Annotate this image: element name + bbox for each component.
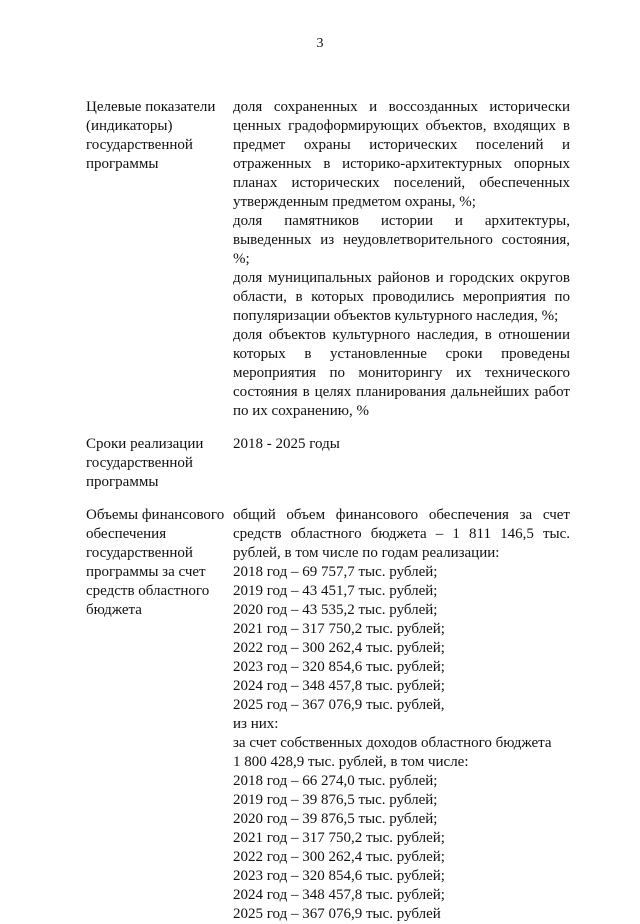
funding-label: Объемы финансового обеспечения государственной программы за счет средств областного бюджета: [86, 507, 225, 618]
funding-own-intro: за счет собственных доходов областного бюджета: [233, 735, 552, 751]
funding-year-own: 2020 год – 39 876,5 тыс. рублей;: [233, 811, 438, 827]
period-label: Сроки реализации государственной программы: [86, 436, 204, 490]
indicator-item: доля памятников истории и архитектуры, выведенных из неудовлетворительного состояния, %;: [233, 213, 570, 267]
funding-year-own: 2019 год – 39 876,5 тыс. рублей;: [233, 792, 438, 808]
period-text: 2018 - 2025 годы: [233, 436, 340, 452]
funding-year-own: 2018 год – 66 274,0 тыс. рублей;: [233, 773, 438, 789]
funding-year-total: 2018 год – 69 757,7 тыс. рублей;: [233, 564, 438, 580]
indicator-item: доля сохраненных и воссозданных исторически ценных градоформирующих объектов, входящих в предмет охраны исторических поселений и отраженных в историко-архитектурных опорных планах исторических поселений, обеспеченных утвержденным предметом охраны, %;: [233, 99, 570, 210]
funding-of-which: из них:: [233, 716, 279, 732]
indicators-label: Целевые показатели (индикаторы) государственной программы: [86, 99, 216, 172]
funding-year-own: 2024 год – 348 457,8 тыс. рублей;: [233, 887, 445, 903]
funding-year-own: 2021 год – 317 750,2 тыс. рублей;: [233, 830, 445, 846]
funding-row: [86, 506, 570, 924]
page-number: 3: [316, 36, 324, 51]
funding-year-total: 2021 год – 317 750,2 тыс. рублей;: [233, 621, 445, 637]
indicator-item: доля объектов культурного наследия, в отношении которых в установленные сроки проведены мероприятия по мониторингу их технического состояния в целях планирования дальнейших работ по их сохранению, %: [233, 327, 570, 419]
funding-year-total: 2024 год – 348 457,8 тыс. рублей;: [233, 678, 445, 694]
funding-year-total: 2020 год – 43 535,2 тыс. рублей;: [233, 602, 438, 618]
program-passport-table: [86, 98, 570, 924]
indicators-value: [233, 98, 570, 421]
period-row: [86, 435, 570, 492]
funding-intro: общий объем финансового обеспечения за счет средств областного бюджета – 1 811 146,5 тыс. рублей, в том числе по годам реализации:: [233, 507, 570, 561]
funding-year-total: 2019 год – 43 451,7 тыс. рублей;: [233, 583, 438, 599]
funding-year-total: 2023 год – 320 854,6 тыс. рублей;: [233, 659, 445, 675]
funding-year-own: 2025 год – 367 076,9 тыс. рублей: [233, 906, 441, 922]
indicator-item: доля муниципальных районов и городских округов области, в которых проводились мероприятия по популяризации объектов культурного наследия, %;: [233, 270, 570, 324]
funding-year-own: 2022 год – 300 262,4 тыс. рублей;: [233, 849, 445, 865]
indicators-row: [86, 98, 570, 421]
funding-own-total: 1 800 428,9 тыс. рублей, в том числе:: [233, 754, 469, 770]
funding-year-total: 2022 год – 300 262,4 тыс. рублей;: [233, 640, 445, 656]
funding-year-own: 2023 год – 320 854,6 тыс. рублей;: [233, 868, 445, 884]
period-value: [233, 435, 570, 454]
funding-value: [233, 506, 570, 924]
funding-year-total: 2025 год – 367 076,9 тыс. рублей,: [233, 697, 445, 713]
